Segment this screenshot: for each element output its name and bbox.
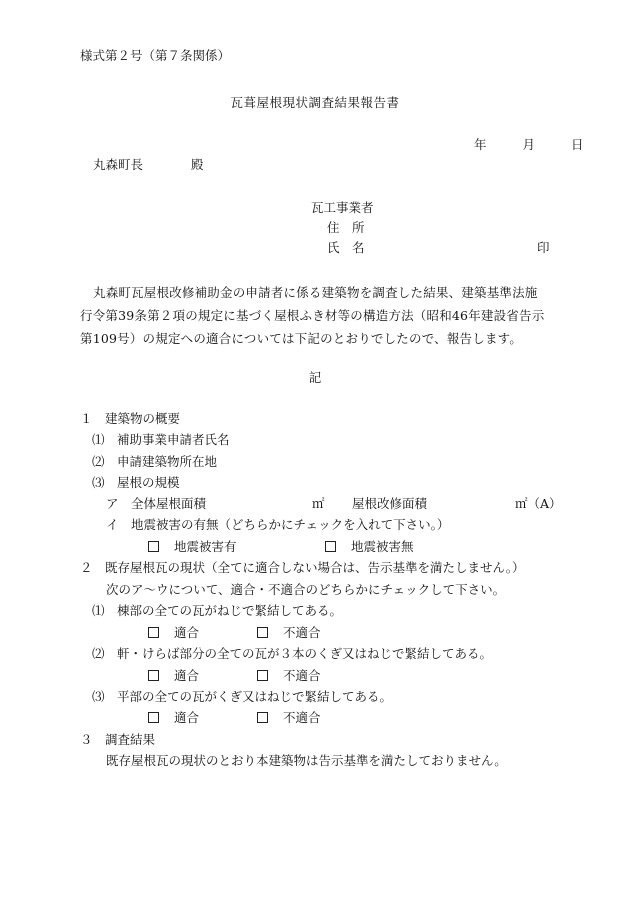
section1-item3: ⑶ 屋根の規模 bbox=[92, 475, 180, 490]
check1-ng-label: 不適合 bbox=[283, 625, 321, 640]
damage-no-label: 地震被害無 bbox=[351, 539, 414, 554]
seal-mark: 印 bbox=[537, 240, 550, 255]
total-roof-area-unit: ㎡ bbox=[312, 496, 325, 511]
section1-item1: ⑴ 補助事業申請者氏名 bbox=[92, 432, 230, 447]
section3-heading: ３ 調査結果 bbox=[80, 732, 156, 747]
check1-ok-option[interactable] bbox=[148, 625, 199, 641]
checkbox[interactable] bbox=[325, 541, 336, 552]
section2-heading: ２ 既存屋根瓦の現状（全てに適合しない場合は、告示基準を満たしません。） bbox=[80, 560, 525, 575]
address-label: 住 所 bbox=[327, 220, 365, 235]
damage-yes-option[interactable] bbox=[148, 539, 237, 555]
checkbox[interactable] bbox=[148, 670, 159, 681]
date-line bbox=[474, 137, 583, 153]
check2-ok-label: 適合 bbox=[174, 668, 200, 683]
section1-heading: １ 建築物の概要 bbox=[80, 411, 181, 426]
reporter-label: 瓦工事業者 bbox=[311, 200, 374, 215]
check3-ok-label: 適合 bbox=[174, 710, 200, 725]
check3-ok-option[interactable] bbox=[148, 710, 199, 726]
check1-label: ⑴ 棟部の全ての瓦がねじで緊結してある。 bbox=[92, 603, 343, 618]
check3-ng-label: 不適合 bbox=[283, 710, 321, 725]
check2-label: ⑵ 軒・けらば部分の全ての瓦が３本のくぎ又はねじで緊結してある。 bbox=[92, 646, 493, 661]
ki-heading: 記 bbox=[308, 370, 322, 385]
damage-yes-label: 地震被害有 bbox=[174, 539, 237, 554]
addressee-honorific: 殿 bbox=[190, 157, 204, 172]
earthquake-damage-question: イ 地震被害の有無（どちらかにチェックを入れて下さい。） bbox=[106, 517, 450, 532]
check1-ng-option[interactable] bbox=[257, 625, 321, 641]
name-label: 氏 名 bbox=[327, 240, 365, 255]
body-paragraph: 丸森町瓦屋根改修補助金の申請者に係る建築物を調査した結果、建築基準法施行令第39条第２項の規定に基づく屋根ふき材等の構造方法（昭和46年建設省告示第109号）の規定への適合については下記のとおりでしたので、報告します。 bbox=[80, 285, 545, 346]
check2-ng-option[interactable] bbox=[257, 668, 321, 684]
addressee-name: 丸森町長 bbox=[93, 157, 144, 172]
damage-no-option[interactable] bbox=[325, 539, 414, 555]
date-month: 月 bbox=[522, 137, 535, 152]
section1-item2: ⑵ 申請建築物所在地 bbox=[92, 454, 218, 469]
repair-area-label: 屋根改修面積 bbox=[352, 496, 428, 511]
checkbox[interactable] bbox=[257, 670, 268, 681]
date-year: 年 bbox=[474, 137, 487, 152]
checkbox[interactable] bbox=[148, 627, 159, 638]
checkbox[interactable] bbox=[257, 712, 268, 723]
total-roof-area-label: ア 全体屋根面積 bbox=[106, 496, 207, 511]
repair-area-unit: ㎡（A） bbox=[515, 496, 562, 511]
addressee bbox=[93, 157, 204, 173]
date-day: 日 bbox=[570, 137, 584, 152]
form-id: 様式第２号（第７条関係） bbox=[80, 48, 231, 63]
checkbox[interactable] bbox=[148, 712, 159, 723]
check1-ok-label: 適合 bbox=[174, 625, 200, 640]
section2-instruction: 次のア～ウについて、適合・不適合のどちらかにチェックして下さい。 bbox=[106, 582, 506, 597]
check2-ok-option[interactable] bbox=[148, 668, 199, 684]
check3-ng-option[interactable] bbox=[257, 710, 321, 726]
check2-ng-label: 不適合 bbox=[283, 668, 321, 683]
checkbox[interactable] bbox=[148, 541, 159, 552]
check3-label: ⑶ 平部の全ての瓦がくぎ又はねじで緊結してある。 bbox=[92, 689, 393, 704]
checkbox[interactable] bbox=[257, 627, 268, 638]
page-title: 瓦葺屋根現状調査結果報告書 bbox=[230, 95, 400, 110]
survey-result: 既存屋根瓦の現状のとおり本建築物は告示基準を満たしておりません。 bbox=[106, 753, 507, 768]
